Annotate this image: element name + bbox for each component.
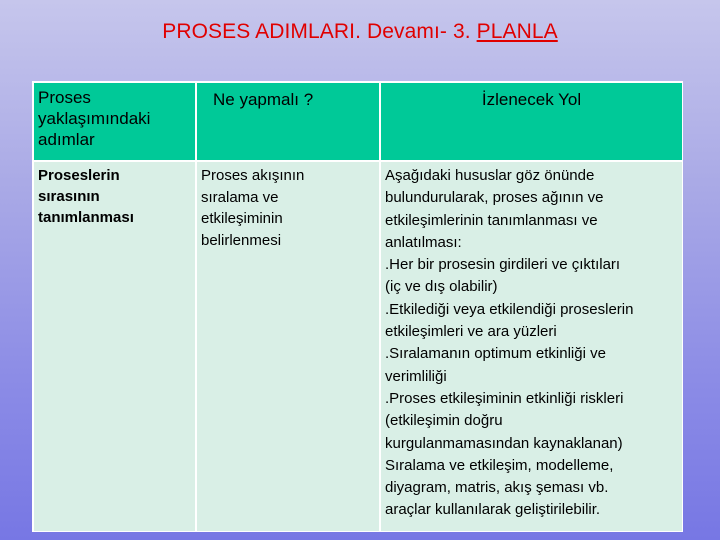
step-line: sırasının [38,188,100,205]
header-path-to-follow [381,83,682,160]
header-col3-text: İzlenecek Yol [481,90,582,109]
action-line: belirlenmesi [201,232,282,250]
path-line: .Sıralamanın optimum etkinliği ve [385,345,606,363]
path-line: etkileşimleri ve ara yüzleri [385,323,557,341]
path-line: verimliliği [385,367,447,385]
path-line: etkileşimlerinin tanımlanması ve [385,211,598,229]
path-line: bulundurularak, proses ağının ve [385,189,604,207]
step-line: Proseslerin [38,167,120,184]
action-line: Proses akışının [201,167,305,184]
path-line: diyagram, matris, akış şeması vb. [385,479,609,497]
header-col1-line: yaklaşımındaki [38,109,151,128]
process-table [32,81,683,532]
path-line: (iç ve dış olabilir) [385,278,498,296]
path-line: .Her bir prosesin girdileri ve çıktıları [385,256,621,274]
action-line: etkileşiminin [201,210,283,228]
header-col1-line: Proses [38,88,91,107]
path-line: (etkileşimin doğru [385,412,503,430]
action-line: sıralama ve [201,188,279,206]
path-line: anlatılması: [385,233,462,251]
path-line: Aşağıdaki hususlar göz önünde [385,167,595,184]
path-line: araçlar kullanılarak geliştirilebilir. [385,501,601,519]
page-title [0,20,720,44]
row-step-cell [34,162,195,531]
header-col2-text: Ne yapmalı ? [213,90,314,109]
path-line: Sıralama ve etkileşim, modelleme, [385,456,614,474]
title-underlined: PLANLA [476,20,558,43]
row-path-cell [381,162,682,531]
title-prefix: PROSES ADIMLARI. Devamı- 3. [162,20,477,43]
path-line: .Proses etkileşiminin etkinliği riskleri [385,389,624,407]
step-line: tanımlanması [38,209,134,226]
path-line: kurgulanmamasından kaynaklanan) [385,434,623,452]
header-what-to-do [197,83,379,160]
header-process-steps [34,83,195,160]
path-line: .Etkilediği veya etkilendiği proseslerin [385,300,634,318]
header-col1-line: adımlar [38,130,95,149]
row-action-cell [197,162,379,531]
